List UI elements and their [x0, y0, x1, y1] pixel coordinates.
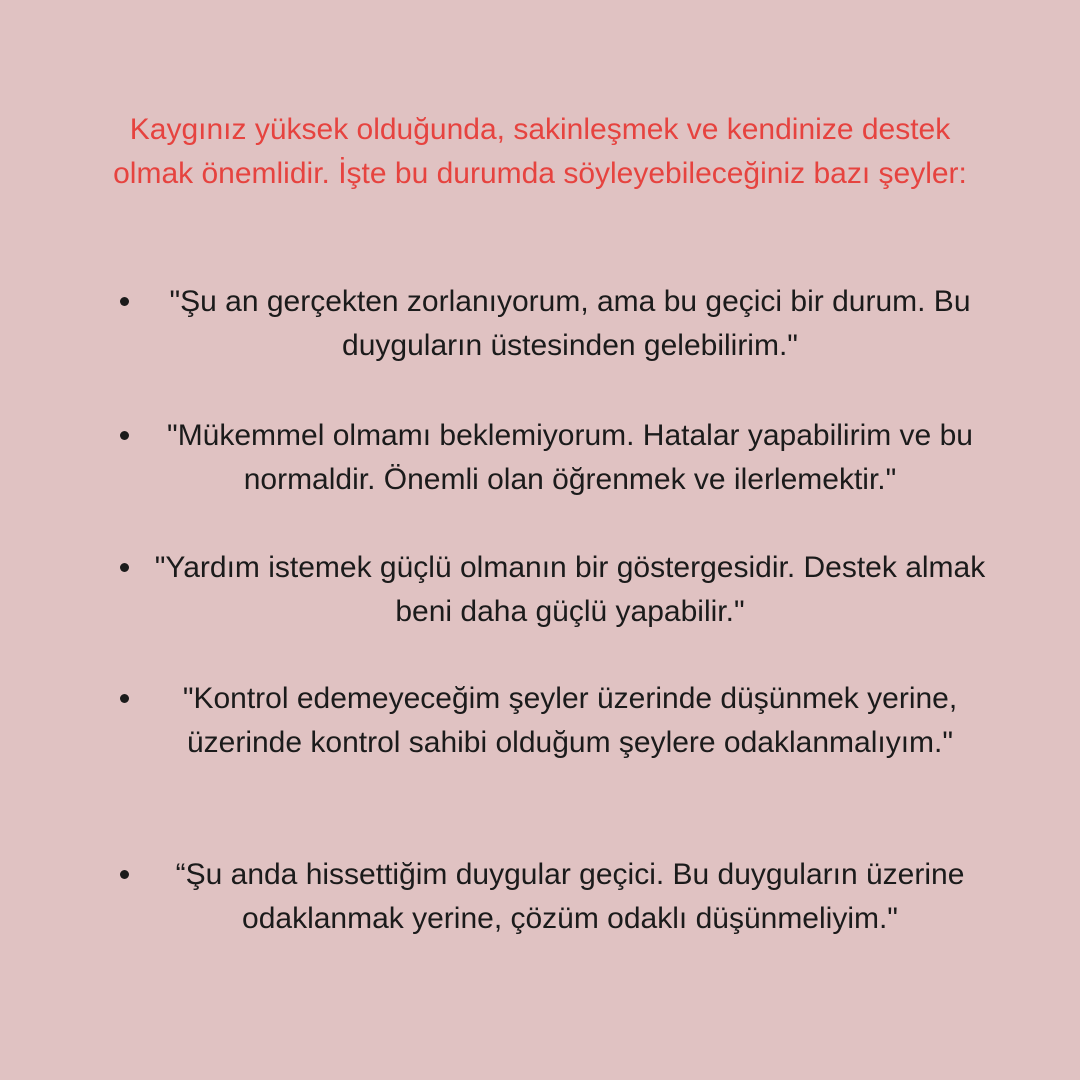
intro-text: Kaygınız yüksek olduğunda, sakinleşmek ve kendinize destek olmak önemlidir. İşte bu durumda söyleyebileceğiniz bazı şeyler: [113, 113, 967, 190]
bullet-icon [120, 870, 129, 879]
bullet-icon [120, 563, 129, 572]
affirmation-text: "Mükemmel olmamı beklemiyorum. Hatalar yapabilirim ve bu normaldir. Önemli olan öğrenmek ve ilerlemektir." [167, 419, 973, 496]
affirmation-text: "Yardım istemek güçlü olmanın bir göstergesidir. Destek almak beni daha güçlü yapabilir." [154, 551, 986, 628]
bullet-icon [120, 297, 129, 306]
bullet-icon [120, 694, 129, 703]
affirmation-text: "Şu an gerçekten zorlanıyorum, ama bu geçici bir durum. Bu duyguların üstesinden gelebilirim." [169, 285, 971, 362]
affirmation-text: "Kontrol edemeyeceğim şeyler üzerinde düşünmek yerine, üzerinde kontrol sahibi olduğum şeylere odaklanmalıyım." [182, 682, 958, 759]
affirmation-text: “Şu anda hissettiğim duygular geçici. Bu duyguların üzerine odaklanmak yerine, çözüm odaklı düşünmeliyim." [175, 858, 965, 935]
bullet-icon [120, 431, 129, 440]
